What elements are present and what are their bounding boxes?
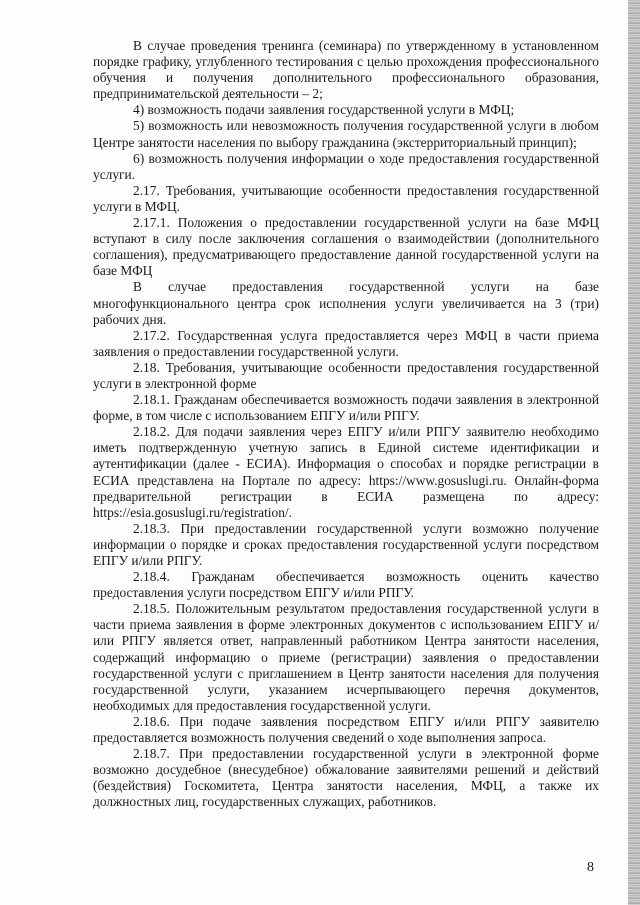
paragraph: 2.17.2. Государственная услуга предоставляется через МФЦ в части приема заявления о предоставлении государственной услуги. xyxy=(93,327,599,359)
paragraph: 2.18.3. При предоставлении государственной услуги возможно получение информации о порядке и сроках предоставления государственной услуги посредством ЕПГУ и/или РПГУ. xyxy=(93,520,599,568)
paragraph: 2.18.4. Гражданам обеспечивается возможность оценить качество предоставления услуги посредством ЕПГУ и/или РПГУ. xyxy=(93,569,599,601)
page-number: 8 xyxy=(587,860,594,875)
paragraph: 2.18.6. При подаче заявления посредством ЕПГУ и/или РПГУ заявителю предоставляется возможность получения сведений о ходе выполнения запроса. xyxy=(93,713,599,746)
paragraph: 2.17.1. Положения о предоставлении государственной услуги на базе МФЦ вступают в силу после заключения соглашения о взаимодействии (дополнительного соглашения), предусматривающего предоставление данной государственной услуги на базе МФЦ xyxy=(93,215,599,279)
paragraph: В случае предоставления государственной услуги на базе многофункционального центра срок исполнения услуги увеличивается на 3 (три) рабочих дня. xyxy=(93,279,599,327)
paragraph: 2.17. Требования, учитывающие особенности предоставления государственной услуги в МФЦ. xyxy=(93,182,599,214)
paragraph: 2.18.5. Положительным результатом предоставления государственной услуги в части приема заявления в форме электронных документов с использованием ЕПГУ и/или РПГУ является ответ, направленный работником Центра занятости населения, содержащий информацию о приеме (регистрации) заявления о предоставлении государственной услуги с приглашением в Центр занятости населения для получения государственной услуги, указанием исчерпывающего перечня документов, необходимых для предоставления государственной услуги. xyxy=(93,601,599,713)
paragraph: В случае проведения тренинга (семинара) по утвержденному в установленном порядке графику, углубленного тестирования с целью прохождения профессионального обучения и получения дополнительного профессионального образования, предпринимательской деятельности – 2; xyxy=(93,38,599,102)
paragraph: 2.18.7. При предоставлении государственной услуги в электронной форме возможно досудебное (внесудебное) обжалование заявителями решений и действий (бездействия) Госкомитета, Центра занятости населения, МФЦ, а также их должностных лиц, государственных служащих, работников. xyxy=(93,746,599,810)
paragraph: 4) возможность подачи заявления государственной услуги в МФЦ; xyxy=(133,102,515,118)
paragraph: 5) возможность или невозможность получения государственной услуги в любом Центре занятости населения по выбору гражданина (экстерриториальный принцип); xyxy=(93,118,599,150)
scan-edge xyxy=(628,0,640,905)
document-body xyxy=(93,38,599,811)
paragraph: 2.18. Требования, учитывающие особенности предоставления государственной услуги в электронной форме xyxy=(93,359,599,391)
paragraph: 2.18.1. Гражданам обеспечивается возможность подачи заявления в электронной форме, в том числе с использованием ЕПГУ и/или РПГУ. xyxy=(93,392,599,424)
paragraph: 2.18.2. Для подачи заявления через ЕПГУ и/или РПГУ заявителю необходимо иметь подтвержденную учетную запись в Единой системе идентификации и аутентификации (далее - ЕСИА). Информация о способах и порядке регистрации в ЕСИА представлена на Портале по адресу: https://www.gosuslugi.ru. Онлайн-форма предварительной регистрации в ЕСИА размещена по адресу: https://esia.gosuslugi.ru/registration/. xyxy=(93,424,599,520)
paragraph: 6) возможность получения информации о ходе предоставления государственной услуги. xyxy=(93,150,599,182)
